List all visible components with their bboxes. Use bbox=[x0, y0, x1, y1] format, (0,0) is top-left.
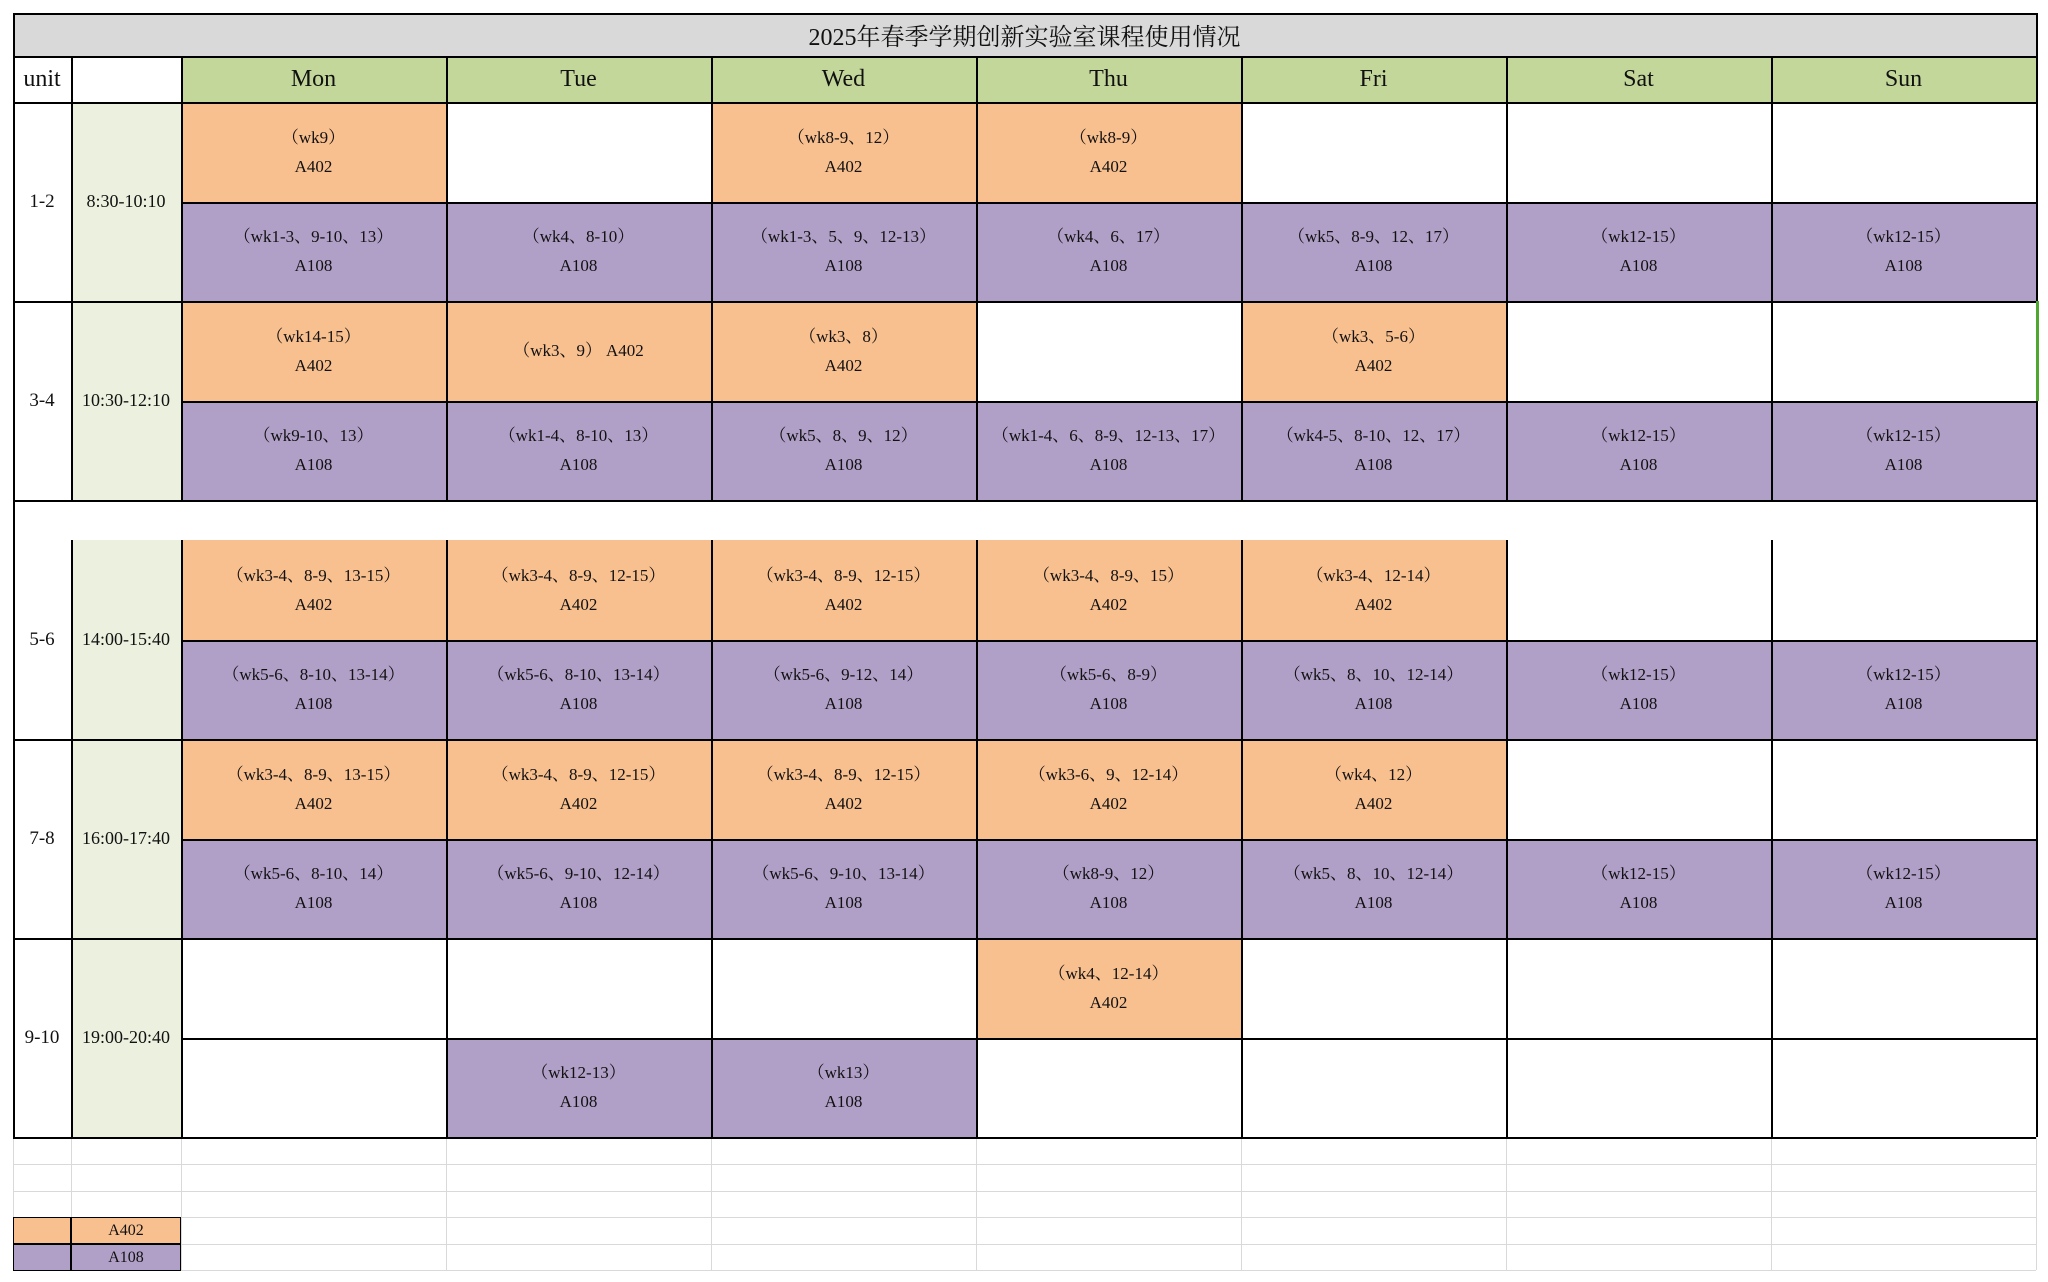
week-range: （wk3-4、8-9、13-15） bbox=[226, 764, 401, 784]
room-booking-a108[interactable] bbox=[1506, 839, 1771, 939]
sheet-gridline bbox=[181, 1137, 182, 1270]
room-label: A108 bbox=[824, 455, 863, 475]
room-booking-a402[interactable] bbox=[446, 739, 711, 839]
room-booking-a402[interactable] bbox=[976, 739, 1241, 839]
room-label: A108 bbox=[559, 256, 598, 276]
room-label: A108 bbox=[1089, 455, 1128, 475]
empty-slot[interactable] bbox=[1506, 1038, 1771, 1138]
sheet-title[interactable]: 2025年春季学期创新实验室课程使用情况 bbox=[13, 13, 2036, 56]
week-range: （wk5-6、8-10、14） bbox=[233, 864, 394, 884]
week-range: （wk1-3、9-10、13） bbox=[233, 227, 394, 247]
room-booking-a108[interactable] bbox=[1771, 401, 2036, 501]
room-label: A108 bbox=[559, 1092, 598, 1112]
week-range: （wk1-4、8-10、13） bbox=[498, 426, 659, 446]
room-booking-a108[interactable] bbox=[181, 202, 446, 302]
room-booking-a108[interactable] bbox=[181, 640, 446, 740]
room-label: A108 bbox=[1089, 893, 1128, 913]
room-booking-a402[interactable] bbox=[181, 102, 446, 202]
room-label: A402 bbox=[294, 355, 333, 375]
empty-slot[interactable] bbox=[1771, 739, 2036, 839]
room-label: A108 bbox=[1089, 256, 1128, 276]
legend-swatch-a108 bbox=[13, 1244, 71, 1271]
week-range: （wk3-4、8-9、12-15） bbox=[491, 565, 666, 585]
room-booking-a402[interactable] bbox=[181, 301, 446, 401]
room-booking-a108[interactable] bbox=[711, 202, 976, 302]
room-label: A108 bbox=[294, 256, 333, 276]
sheet-gridline bbox=[13, 1137, 2036, 1138]
room-booking-a108[interactable] bbox=[1771, 640, 2036, 740]
week-range: （wk4、6、17） bbox=[1047, 227, 1170, 247]
room-label: A402 bbox=[1089, 156, 1128, 176]
room-label: A108 bbox=[1619, 256, 1658, 276]
table-border bbox=[13, 1137, 2036, 1139]
room-label: A108 bbox=[294, 893, 333, 913]
week-range: （wk3、5-6） bbox=[1322, 326, 1425, 346]
week-range: （wk12-15） bbox=[1591, 227, 1686, 247]
room-booking-a402[interactable] bbox=[446, 301, 711, 401]
room-label: A108 bbox=[559, 455, 598, 475]
week-range: （wk8-9、12） bbox=[1052, 864, 1165, 884]
room-booking-a108[interactable] bbox=[446, 1038, 711, 1138]
room-booking-a108[interactable] bbox=[976, 401, 1241, 501]
period-unit-cell[interactable]: 9-10 bbox=[24, 1026, 60, 1048]
room-booking-a402[interactable] bbox=[1241, 540, 1506, 640]
room-booking-a108[interactable] bbox=[711, 401, 976, 501]
room-label: A402 bbox=[824, 156, 863, 176]
empty-slot[interactable] bbox=[1771, 540, 2036, 640]
week-range: （wk3-4、8-9、12-15） bbox=[756, 565, 931, 585]
legend-swatch-a402 bbox=[13, 1217, 71, 1244]
room-booking-a402[interactable] bbox=[711, 540, 976, 640]
room-label: A108 bbox=[1354, 694, 1393, 714]
room-label: A402 bbox=[1354, 355, 1393, 375]
room-label: A108 bbox=[824, 893, 863, 913]
room-label: A108 bbox=[1884, 256, 1923, 276]
week-range: （wk12-15） bbox=[1856, 864, 1951, 884]
room-label: A108 bbox=[294, 455, 333, 475]
sheet-gridline bbox=[711, 1137, 712, 1270]
room-label: A402 bbox=[1089, 793, 1128, 813]
week-range: （wk5、8-9、12、17） bbox=[1288, 227, 1459, 247]
week-range: （wk12-15） bbox=[1591, 426, 1686, 446]
week-range: （wk12-15） bbox=[1591, 864, 1686, 884]
empty-slot[interactable] bbox=[446, 938, 711, 1038]
week-range: （wk4、8-10） bbox=[522, 227, 635, 247]
week-range: （wk12-15） bbox=[1856, 426, 1951, 446]
room-label: A108 bbox=[1354, 256, 1393, 276]
week-range: （wk3-4、8-9、12-15） bbox=[756, 764, 931, 784]
room-label: A108 bbox=[1619, 893, 1658, 913]
empty-slot[interactable] bbox=[1506, 739, 1771, 839]
room-booking-a108[interactable] bbox=[446, 839, 711, 939]
empty-slot[interactable] bbox=[1506, 301, 1771, 401]
room-booking-a108[interactable] bbox=[1506, 401, 1771, 501]
room-label: A108 bbox=[1354, 893, 1393, 913]
week-range: （wk14-15） bbox=[266, 326, 361, 346]
week-range: （wk8-9、12） bbox=[787, 127, 900, 147]
week-range: （wk3-4、8-9、15） bbox=[1032, 565, 1185, 585]
room-booking-a108[interactable] bbox=[976, 640, 1241, 740]
room-label: A402 bbox=[294, 156, 333, 176]
week-range: （wk5-6、9-10、13-14） bbox=[752, 864, 935, 884]
empty-slot[interactable] bbox=[1771, 1038, 2036, 1138]
room-booking-a402[interactable] bbox=[181, 540, 446, 640]
week-range: （wk12-15） bbox=[1856, 665, 1951, 685]
period-unit-cell[interactable]: 3-4 bbox=[29, 389, 55, 411]
room-booking-a402[interactable] bbox=[976, 540, 1241, 640]
room-label: A402 bbox=[1089, 594, 1128, 614]
week-range: （wk4-5、8-10、12、17） bbox=[1276, 426, 1471, 446]
week-range: （wk5、8、9、12） bbox=[769, 426, 918, 446]
room-label: A402 bbox=[1354, 793, 1393, 813]
room-label: A108 bbox=[1354, 455, 1393, 475]
period-time-cell[interactable]: 14:00-15:40 bbox=[71, 540, 181, 739]
empty-slot[interactable] bbox=[181, 1038, 446, 1138]
week-range: （wk4、12-14） bbox=[1048, 963, 1169, 983]
day-header-mon[interactable]: Mon bbox=[181, 56, 446, 102]
unit-column-header[interactable]: unit bbox=[23, 65, 61, 92]
period-time-cell[interactable]: 8:30-10:10 bbox=[71, 102, 181, 301]
week-range: （wk8-9） bbox=[1069, 127, 1148, 147]
room-booking-a402[interactable] bbox=[181, 739, 446, 839]
room-booking-a402[interactable] bbox=[1241, 739, 1506, 839]
period-time-cell[interactable]: 19:00-20:40 bbox=[71, 938, 181, 1137]
empty-slot[interactable] bbox=[1771, 938, 2036, 1038]
sheet-gridline bbox=[13, 1191, 2036, 1192]
selected-cell-edge bbox=[2036, 301, 2039, 401]
room-label: A108 bbox=[294, 694, 333, 714]
week-range: （wk5、8、10、12-14） bbox=[1283, 864, 1464, 884]
day-header-thu[interactable]: Thu bbox=[976, 56, 1241, 102]
week-range: （wk5-6、8-10、13-14） bbox=[487, 665, 670, 685]
week-range: （wk12-13） bbox=[531, 1063, 626, 1083]
week-range: （wk12-15） bbox=[1856, 227, 1951, 247]
day-header-fri[interactable]: Fri bbox=[1241, 56, 1506, 102]
room-booking-a402[interactable] bbox=[711, 301, 976, 401]
room-label: A402 bbox=[1354, 594, 1393, 614]
room-booking-a402[interactable] bbox=[976, 938, 1241, 1038]
room-booking-a108[interactable] bbox=[976, 839, 1241, 939]
room-booking-a108[interactable] bbox=[711, 1038, 976, 1138]
room-label: A402 bbox=[824, 355, 863, 375]
room-label: A108 bbox=[824, 1092, 863, 1112]
week-range: （wk3、8） bbox=[799, 326, 888, 346]
room-booking-a108[interactable] bbox=[446, 640, 711, 740]
legend-label-a402: A402 bbox=[71, 1217, 181, 1244]
room-booking-a108[interactable] bbox=[1771, 202, 2036, 302]
week-range: （wk1-3、5、9、12-13） bbox=[750, 227, 937, 247]
sheet-gridline bbox=[13, 1164, 2036, 1165]
week-range: （wk3-6、9、12-14） bbox=[1028, 764, 1189, 784]
sheet-gridline bbox=[976, 1137, 977, 1270]
empty-slot[interactable] bbox=[1241, 102, 1506, 202]
week-range: （wk4、12） bbox=[1324, 764, 1423, 784]
room-booking-a108[interactable] bbox=[446, 202, 711, 302]
period-unit-cell[interactable]: 7-8 bbox=[29, 827, 55, 849]
sheet-gridline bbox=[1771, 1137, 1772, 1270]
room-label: A402 bbox=[294, 594, 333, 614]
week-range: （wk5、8、10、12-14） bbox=[1283, 665, 1464, 685]
room-booking-a108[interactable] bbox=[711, 640, 976, 740]
room-booking-a402[interactable] bbox=[711, 739, 976, 839]
week-range: （wk5-6、8-10、13-14） bbox=[222, 665, 405, 685]
empty-slot[interactable] bbox=[1241, 938, 1506, 1038]
lunch-break-row[interactable] bbox=[13, 500, 2036, 540]
week-range: （wk1-4、6、8-9、12-13、17） bbox=[991, 426, 1226, 446]
sheet-gridline bbox=[13, 1244, 2036, 1245]
day-header-tue[interactable]: Tue bbox=[446, 56, 711, 102]
room-booking-a108[interactable] bbox=[1241, 401, 1506, 501]
week-range: （wk9-10、13） bbox=[253, 426, 374, 446]
time-column-header[interactable] bbox=[71, 56, 181, 102]
room-label: A108 bbox=[1884, 455, 1923, 475]
room-label: A108 bbox=[1089, 694, 1128, 714]
period-time-cell[interactable]: 16:00-17:40 bbox=[71, 739, 181, 938]
room-label: A402 bbox=[824, 793, 863, 813]
room-label: A108 bbox=[1884, 694, 1923, 714]
empty-slot[interactable] bbox=[976, 301, 1241, 401]
room-booking-a108[interactable] bbox=[711, 839, 976, 939]
room-label: A402 bbox=[559, 793, 598, 813]
week-range: （wk5-6、9-10、12-14） bbox=[487, 864, 670, 884]
room-booking-a108[interactable] bbox=[1506, 202, 1771, 302]
day-header-sat[interactable]: Sat bbox=[1506, 56, 1771, 102]
sheet-gridline bbox=[446, 1137, 447, 1270]
empty-slot[interactable] bbox=[446, 102, 711, 202]
room-label: A108 bbox=[824, 256, 863, 276]
room-label: A108 bbox=[1619, 455, 1658, 475]
week-range: （wk13） bbox=[807, 1063, 880, 1083]
room-booking-a108[interactable] bbox=[1241, 202, 1506, 302]
empty-slot[interactable] bbox=[1506, 938, 1771, 1038]
room-booking-a108[interactable] bbox=[446, 401, 711, 501]
room-label: A402 bbox=[1089, 992, 1128, 1012]
empty-slot[interactable] bbox=[1771, 301, 2036, 401]
sheet-gridline bbox=[1506, 1137, 1507, 1270]
period-time-cell[interactable]: 10:30-12:10 bbox=[71, 301, 181, 500]
room-label: A402 bbox=[606, 341, 644, 361]
room-booking-a108[interactable] bbox=[1771, 839, 2036, 939]
week-range: （wk5-6、8-9） bbox=[1049, 665, 1168, 685]
room-booking-a108[interactable] bbox=[1241, 640, 1506, 740]
room-booking-a402[interactable] bbox=[711, 102, 976, 202]
room-booking-a402[interactable] bbox=[1241, 301, 1506, 401]
empty-slot[interactable] bbox=[1506, 540, 1771, 640]
week-range: （wk5-6、9-12、14） bbox=[763, 665, 924, 685]
room-booking-a108[interactable] bbox=[181, 839, 446, 939]
room-label: A108 bbox=[1619, 694, 1658, 714]
week-range: （wk12-15） bbox=[1591, 665, 1686, 685]
empty-slot[interactable] bbox=[711, 938, 976, 1038]
room-booking-a402[interactable] bbox=[976, 102, 1241, 202]
week-range: （wk3-4、8-9、13-15） bbox=[226, 565, 401, 585]
table-border bbox=[2036, 13, 2038, 1137]
week-range: （wk9） bbox=[281, 127, 346, 147]
empty-slot[interactable] bbox=[1771, 102, 2036, 202]
room-booking-a402[interactable] bbox=[446, 540, 711, 640]
sheet-gridline bbox=[1241, 1137, 1242, 1270]
room-label: A108 bbox=[1884, 893, 1923, 913]
empty-slot[interactable] bbox=[1506, 102, 1771, 202]
empty-slot[interactable] bbox=[976, 1038, 1241, 1138]
sheet-gridline bbox=[2036, 1137, 2037, 1270]
week-range: （wk3、9） bbox=[513, 341, 602, 361]
period-unit-cell[interactable]: 5-6 bbox=[29, 628, 55, 650]
week-range: （wk3-4、12-14） bbox=[1306, 565, 1441, 585]
room-label: A108 bbox=[559, 893, 598, 913]
period-unit-cell[interactable]: 1-2 bbox=[29, 190, 55, 212]
week-range: （wk3-4、8-9、12-15） bbox=[491, 764, 666, 784]
room-booking-a108[interactable] bbox=[1506, 640, 1771, 740]
legend-label-a108: A108 bbox=[71, 1244, 181, 1271]
day-header-sun[interactable]: Sun bbox=[1771, 56, 2036, 102]
room-booking-a108[interactable] bbox=[976, 202, 1241, 302]
room-label: A402 bbox=[559, 594, 598, 614]
sheet-gridline bbox=[13, 1270, 2036, 1271]
room-booking-a108[interactable] bbox=[1241, 839, 1506, 939]
room-label: A402 bbox=[294, 793, 333, 813]
empty-slot[interactable] bbox=[181, 938, 446, 1038]
day-header-wed[interactable]: Wed bbox=[711, 56, 976, 102]
room-label: A108 bbox=[559, 694, 598, 714]
room-label: A402 bbox=[824, 594, 863, 614]
sheet-gridline bbox=[13, 1217, 2036, 1218]
empty-slot[interactable] bbox=[1241, 1038, 1506, 1138]
room-label: A108 bbox=[824, 694, 863, 714]
room-booking-a108[interactable] bbox=[181, 401, 446, 501]
